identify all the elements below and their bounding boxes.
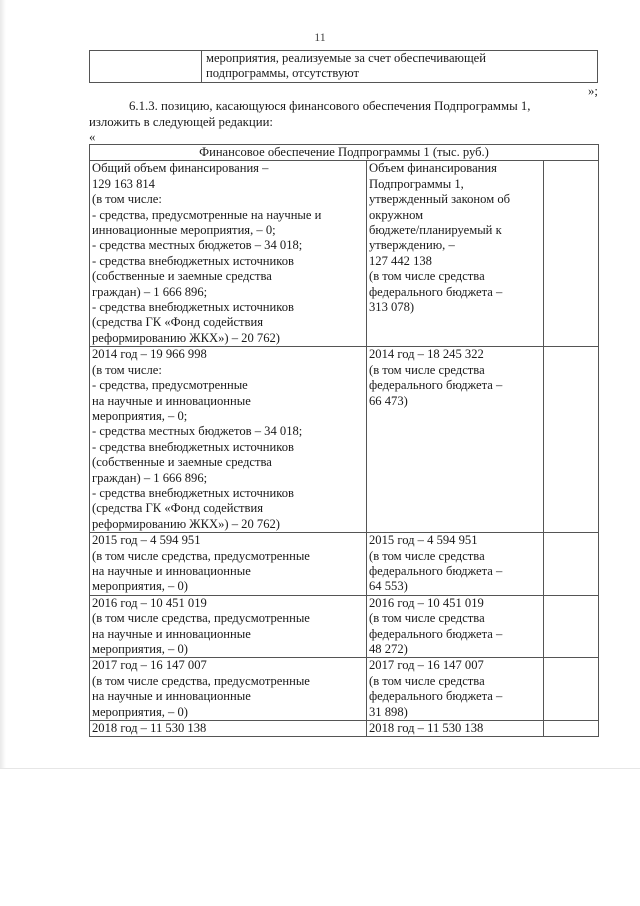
table-row [90,533,599,596]
table-row [90,347,599,533]
financing-table [89,144,599,737]
cell-line: (в том числе средства [369,362,485,377]
cell-line: (в том числе средства, предусмотренные [92,548,310,563]
table-cell [202,51,598,83]
table-body [90,161,599,737]
cell-line: (собственные и заемные средства [92,269,272,284]
cell-line: - средства внебюджетных источников [92,300,294,315]
approved-financing-cell [367,347,544,533]
cell-line: 2016 год – 10 451 019 [369,595,484,610]
cell-line: на научные и инновационные [92,689,251,704]
cell-line: 127 442 138 [369,253,432,268]
table-row [90,161,599,347]
cell-line: утверждению, – [369,238,455,253]
table-header-row [90,145,599,161]
cell-line: на научные и инновационные [92,626,251,641]
cell-line: мероприятия, – 0) [92,579,188,594]
page-bottom-blank [0,768,640,906]
approved-financing-cell [367,658,544,721]
approved-financing-cell [367,595,544,658]
approved-financing-cell [367,161,544,347]
cell-line: - средства местных бюджетов – 34 018; [92,238,303,253]
cell-line: реформированию ЖКХ») – 20 762) [92,516,281,531]
total-financing-cell [90,658,367,721]
cell-line: (в том числе: [92,362,162,377]
empty-cell [544,347,599,533]
paragraph-line: 6.1.3. позицию, касающуюся финансового обеспечения Подпрограммы 1, [129,99,531,113]
cell-line: (в том числе средства [369,269,485,284]
empty-cell [544,658,599,721]
closing-quote: »; [588,84,598,98]
cell-line: на научные и инновационные [92,563,251,578]
total-financing-cell [90,595,367,658]
cell-line: подпрограммы, отсутствуют [206,66,359,81]
cell-line: федерального бюджета – [369,563,503,578]
cell-line: (в том числе средства [369,611,485,626]
table-row [90,658,599,721]
cell-line: (в том числе: [92,192,162,207]
cell-line: (в том числе средства, предусмотренные [92,611,310,626]
cell-line: граждан) – 1 666 896; [92,284,208,299]
cell-line: 2015 год – 4 594 951 [92,533,201,548]
cell-line: мероприятия, реализуемые за счет обеспечивающей [206,51,486,65]
cell-line: 48 272) [369,642,408,656]
paragraph-line: изложить в следующей редакции: [89,115,273,129]
previous-table-fragment [89,50,598,83]
opening-quote: « [89,130,96,144]
cell-line: (средства ГК «Фонд содействия [92,501,264,516]
cell-line: - средства, предусмотренные [92,378,248,393]
cell-line: федерального бюджета – [369,284,503,299]
total-financing-cell [90,161,367,347]
cell-line: федерального бюджета – [369,626,503,641]
total-financing-cell [90,347,367,533]
cell-line: граждан) – 1 666 896; [92,470,208,485]
cell-line: Общий объем финансирования – [92,161,269,176]
cell-line: 2017 год – 16 147 007 [369,658,484,673]
empty-cell [544,533,599,596]
table-cell-empty [90,51,202,83]
total-financing-cell [90,533,367,596]
cell-line: 2018 год – 11 530 138 [369,721,484,736]
table-row [90,595,599,658]
cell-line: - средства местных бюджетов – 34 018; [92,424,303,439]
cell-line: - средства внебюджетных источников [92,253,294,268]
cell-line: федерального бюджета – [369,378,503,393]
cell-line: 2014 год – 18 245 322 [369,347,484,362]
cell-line: 2015 год – 4 594 951 [369,533,478,548]
table-header: Финансовое обеспечение Подпрограммы 1 (тыс. руб.) [90,145,599,161]
cell-line: - средства внебюджетных источников [92,485,294,500]
cell-line: (в том числе средства, предусмотренные [92,673,310,688]
cell-line: 2014 год – 19 966 998 [92,347,207,362]
cell-line: 129 163 814 [92,176,155,191]
cell-line: (в том числе средства [369,673,485,688]
cell-line: бюджете/планируемый к [369,223,502,238]
cell-line: (собственные и заемные средства [92,455,272,470]
cell-line: 2016 год – 10 451 019 [92,595,207,610]
cell-line: 2018 год – 11 530 138 [92,721,207,736]
page-number: 11 [314,30,326,44]
cell-line: 66 473) [369,393,408,408]
empty-cell [544,721,599,737]
table-row [90,721,599,737]
cell-line: Подпрограммы 1, [369,176,464,191]
cell-line: (в том числе средства [369,548,485,563]
cell-line: 64 553) [369,579,408,594]
cell-line: окружном [369,207,424,222]
cell-line: утвержденный законом об [369,192,511,207]
cell-line: на научные и инновационные [92,393,251,408]
cell-line: 31 898) [369,704,408,719]
total-financing-cell [90,721,367,737]
approved-financing-cell [367,533,544,596]
cell-line: реформированию ЖКХ») – 20 762) [92,330,281,345]
cell-line: (средства ГК «Фонд содействия [92,315,264,330]
empty-cell [544,161,599,347]
cell-line: мероприятия, – 0) [92,704,188,719]
approved-financing-cell [367,721,544,737]
cell-line: - средства, предусмотренные на научные и [92,207,322,222]
cell-line: 2017 год – 16 147 007 [92,658,207,673]
cell-line: федерального бюджета – [369,689,503,704]
cell-line: мероприятия, – 0; [92,408,188,423]
cell-line: 313 078) [369,300,415,315]
cell-line: Объем финансирования [369,161,497,176]
table-row [90,51,598,83]
empty-cell [544,595,599,658]
cell-line: мероприятия, – 0) [92,642,188,656]
cell-line: инновационные мероприятия, – 0; [92,223,276,238]
cell-line: - средства внебюджетных источников [92,439,294,454]
page-edge [0,0,6,768]
